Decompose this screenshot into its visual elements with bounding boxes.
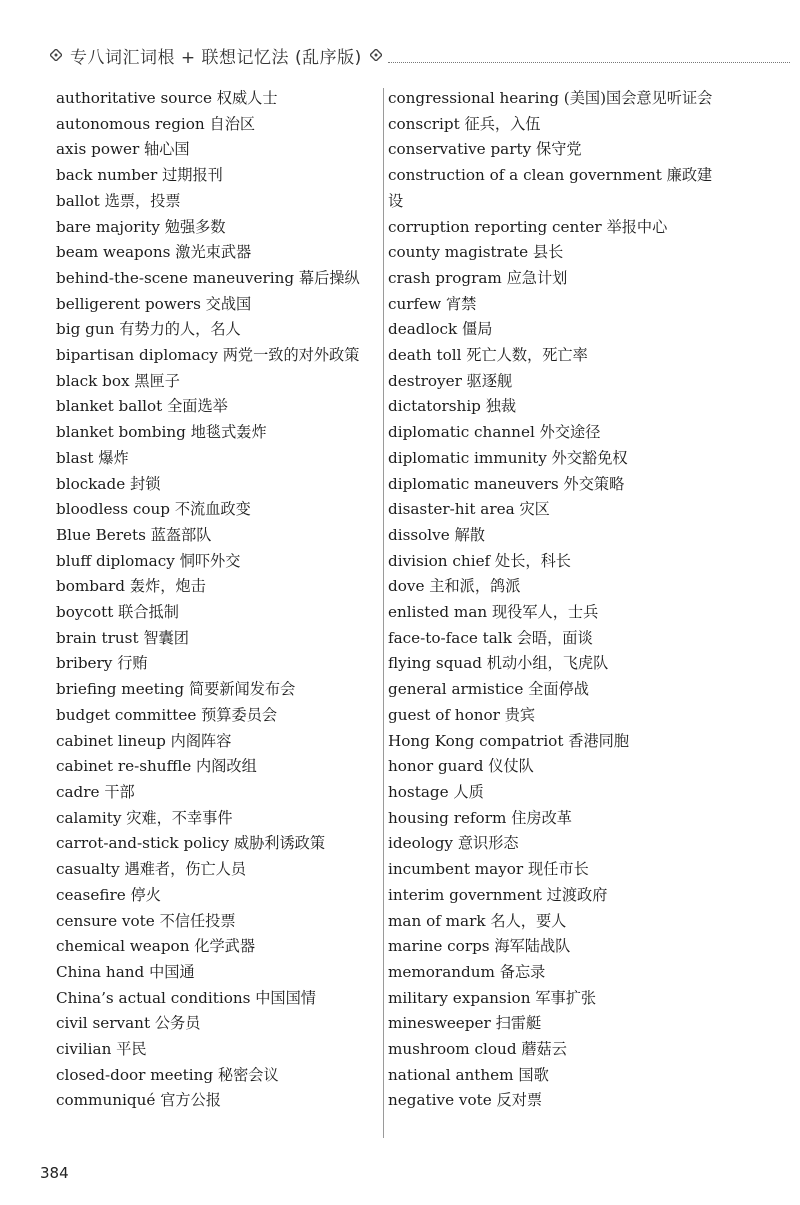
glossary-entry: memorandum 备忘录 <box>388 962 546 981</box>
glossary-entry: bipartisan diplomacy 两党一致的对外政策 <box>56 346 360 365</box>
glossary-entry: bribery 行贿 <box>56 654 148 673</box>
glossary-entry: communiqué 官方公报 <box>56 1091 221 1110</box>
glossary-entry: Hong Kong compatriot 香港同胞 <box>388 731 630 750</box>
glossary-entry: negative vote 反对票 <box>388 1091 543 1110</box>
glossary-entry: back number 过期报刊 <box>56 166 223 185</box>
glossary-entry: axis power 轴心国 <box>56 140 190 159</box>
glossary-entry: brain trust 智囊团 <box>56 628 189 647</box>
header-dotted-rule <box>388 62 790 63</box>
glossary-entry: civilian 平民 <box>56 1040 147 1059</box>
glossary-entry: civil servant 公务员 <box>56 1014 201 1033</box>
glossary-entry: face-to-face talk 会晤，面谈 <box>388 628 593 647</box>
glossary-entry: closed-door meeting 秘密会议 <box>56 1065 279 1084</box>
glossary-entry: congressional hearing (美国)国会意见听证会 <box>388 89 713 107</box>
glossary-entry: housing reform 住房改革 <box>388 808 572 827</box>
glossary-entry: ceasefire 停火 <box>56 885 161 904</box>
glossary-entry: county magistrate 县长 <box>388 243 564 262</box>
glossary-entry: national anthem 国歌 <box>388 1065 549 1084</box>
glossary-entry: diplomatic immunity 外交豁免权 <box>388 448 628 467</box>
glossary-entry: bluff diplomacy 恫吓外交 <box>56 551 241 570</box>
glossary-entry: China’s actual conditions 中国国情 <box>56 988 316 1007</box>
glossary-entry: diplomatic channel 外交途径 <box>388 423 601 442</box>
diamond-ornament-icon <box>370 49 382 61</box>
glossary-entry: briefing meeting 简要新闻发布会 <box>56 680 296 699</box>
glossary-entry: guest of honor 贵宾 <box>388 705 536 724</box>
running-header <box>50 38 790 72</box>
glossary-entry: blockade 封锁 <box>56 474 161 493</box>
glossary-entry: bombard 轰炸，炮击 <box>56 577 206 596</box>
glossary-entry: curfew 宵禁 <box>388 294 477 313</box>
glossary-entry: construction of a clean government 廉政建设 <box>388 166 713 210</box>
glossary-entry: censure vote 不信任投票 <box>56 911 236 930</box>
glossary-entry: Blue Berets 蓝盔部队 <box>56 525 212 544</box>
glossary-entry: interim government 过渡政府 <box>388 885 608 904</box>
glossary-entry: death toll 死亡人数，死亡率 <box>388 346 588 365</box>
glossary-entry: deadlock 僵局 <box>388 320 493 339</box>
glossary-entry: blanket ballot 全面选举 <box>56 397 228 416</box>
glossary-entry: incumbent mayor 现任市长 <box>388 860 589 879</box>
glossary-entry: beam weapons 激光束武器 <box>56 243 252 262</box>
left-column <box>56 86 374 1114</box>
glossary-entry: man of mark 名人，要人 <box>388 911 567 930</box>
glossary-entry: boycott 联合抵制 <box>56 603 179 622</box>
glossary-entry: carrot-and-stick policy 威胁利诱政策 <box>56 834 326 853</box>
right-column <box>388 86 718 1114</box>
glossary-entry: hostage 人质 <box>388 782 484 801</box>
glossary-entry: belligerent powers 交战国 <box>56 294 252 313</box>
glossary-entry: general armistice 全面停战 <box>388 680 589 699</box>
glossary-entry: cadre 干部 <box>56 782 135 801</box>
page-number: 384 <box>40 1164 69 1182</box>
glossary-entry: blast 爆炸 <box>56 448 129 467</box>
glossary-entry: blanket bombing 地毯式轰炸 <box>56 423 267 442</box>
glossary-entry: behind-the-scene maneuvering 幕后操纵 <box>56 268 360 287</box>
glossary-entry: bloodless coup 不流血政变 <box>56 500 251 519</box>
glossary-entry: ideology 意识形态 <box>388 834 519 853</box>
glossary-entry: division chief 处长，科长 <box>388 551 571 570</box>
glossary-entry: corruption reporting center 举报中心 <box>388 217 668 236</box>
glossary-entry: dove 主和派，鸽派 <box>388 577 521 596</box>
glossary-entry: calamity 灾难，不幸事件 <box>56 808 233 827</box>
column-divider <box>383 88 384 1138</box>
glossary-entry: crash program 应急计划 <box>388 268 568 287</box>
glossary-entry: disaster-hit area 灾区 <box>388 500 550 519</box>
glossary-entry: budget committee 预算委员会 <box>56 705 278 724</box>
glossary-entry: dissolve 解散 <box>388 525 485 544</box>
glossary-entry: ballot 选票，投票 <box>56 191 181 210</box>
glossary-entry: autonomous region 自治区 <box>56 114 256 133</box>
glossary-entry: China hand 中国通 <box>56 962 195 981</box>
glossary-entry: minesweeper 扫雷艇 <box>388 1014 542 1033</box>
glossary-entry: bare majority 勉强多数 <box>56 217 226 236</box>
glossary-entry: honor guard 仪仗队 <box>388 757 534 776</box>
glossary-entry: casualty 遇难者，伤亡人员 <box>56 860 247 879</box>
glossary-entry: dictatorship 独裁 <box>388 397 517 416</box>
glossary-entry: mushroom cloud 蘑菇云 <box>388 1040 567 1059</box>
glossary-entry: conscript 征兵，入伍 <box>388 114 541 133</box>
glossary-entry: big gun 有势力的人，名人 <box>56 320 241 339</box>
glossary-entry: black box 黑匣子 <box>56 371 180 390</box>
book-title: 专八词汇词根 + 联想记忆法 (乱序版) <box>70 47 362 68</box>
glossary-entry: cabinet re-shuffle 内阁改组 <box>56 757 257 776</box>
glossary-entry: authoritative source 权威人士 <box>56 89 278 107</box>
glossary-entry: destroyer 驱逐舰 <box>388 371 513 390</box>
glossary-entry: conservative party 保守党 <box>388 140 582 159</box>
glossary-entry: diplomatic maneuvers 外交策略 <box>388 474 625 493</box>
glossary-entry: cabinet lineup 内阁阵容 <box>56 731 232 750</box>
glossary-entry: flying squad 机动小组，飞虎队 <box>388 654 609 673</box>
glossary-entry: chemical weapon 化学武器 <box>56 937 256 956</box>
diamond-ornament-icon <box>50 49 62 61</box>
glossary-entry: military expansion 军事扩张 <box>388 988 597 1007</box>
glossary-entry: enlisted man 现役军人，士兵 <box>388 603 599 622</box>
glossary-entry: marine corps 海军陆战队 <box>388 937 571 956</box>
